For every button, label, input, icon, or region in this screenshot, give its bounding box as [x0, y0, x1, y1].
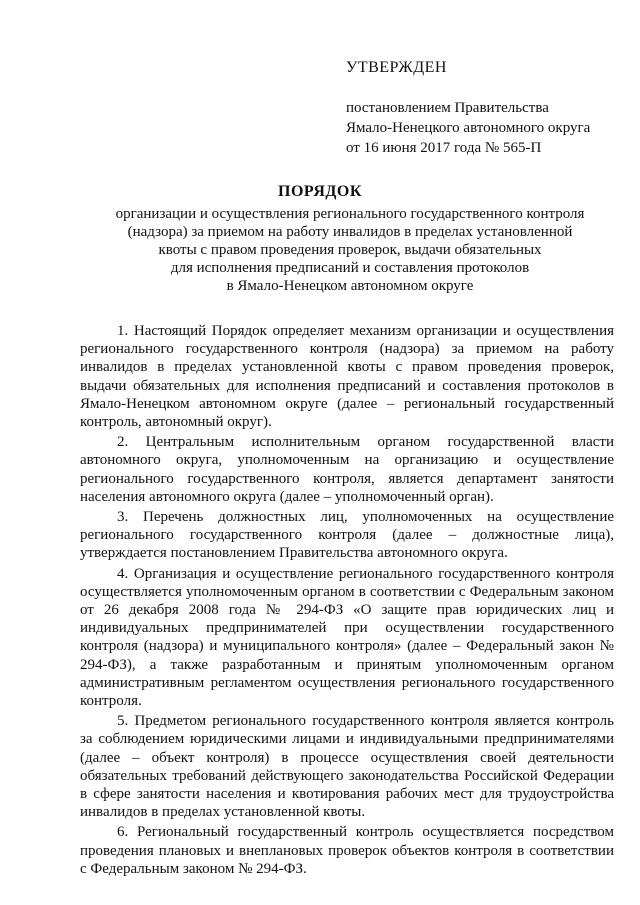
approval-block: [346, 58, 626, 158]
approval-line: постановлением Правительства: [346, 100, 549, 116]
subtitle-line: в Ямало-Ненецком автономном округе: [226, 278, 474, 294]
subtitle-line: организации и осуществления регионального государственного контроля: [115, 206, 585, 222]
subtitle-line: (надзора) за приемом на работу инвалидов в пределах установленной: [127, 224, 573, 240]
paragraph-1: 1. Настоящий Порядок определяет механизм организации и осуществления регионального государственного контроля (надзора) за приемом на работу инвалидов в пределах установленной квоты с правом проведения проверок, выдачи обязательных для исполнения предписаний и составления протоколов в Ямало-Ненецком автономном округе (далее – региональный государственный контроль, автономный округ).: [80, 323, 614, 431]
paragraph-5: 5. Предметом регионального государственного контроля является контроль за соблюдением юридическими лицами и индивидуальными предпринимателями (далее – объект контроля) в процессе осуществления своей деятельности обязательных требований действующего законодательства Российской Федерации в сфере занятости населения и квотирования рабочих мест для трудоустройства инвалидов в пределах установленной квоты.: [80, 713, 614, 821]
subtitle-line: квоты с правом проведения проверок, выдачи обязательных: [158, 242, 542, 258]
approval-line: от 16 июня 2017 года № 565-П: [346, 140, 542, 156]
paragraph-2: 2. Центральным исполнительным органом государственной власти автономного округа, уполномоченным на организацию и осуществление регионального государственного контроля, является департамент занятости населения автономного округа (далее – уполномоченный орган).: [80, 434, 614, 505]
approval-title: УТВЕРЖДЕН: [346, 59, 447, 76]
subtitle-line: для исполнения предписаний и составления протоколов: [170, 260, 530, 276]
paragraph-4: 4. Организация и осуществление регионального государственного контроля осуществляется уполномоченным органом в соответствии с Федеральным законом от 26 декабря 2008 года № 294-ФЗ «О защите прав юридических лиц и индивидуальных предпринимателей при осуществлении государственного контроля (надзора) и муниципального контроля» (далее – Федеральный закон № 294-ФЗ), а также разработанным и принятым уполномоченным органом административным регламентом осуществления регионального государственного контроля.: [80, 565, 614, 710]
paragraph-6: 6. Региональный государственный контроль осуществляется посредством проведения плановых и внеплановых проверок объектов контроля в соответствии с Федеральным законом № 294-ФЗ.: [80, 824, 614, 877]
document-body: [80, 322, 614, 880]
paragraph-3: 3. Перечень должностных лиц, уполномоченных на осуществление регионального государственного контроля (далее – должностные лица), утверждается постановлением Правительства автономного округа.: [80, 509, 614, 562]
document-subtitle: [80, 205, 620, 295]
approval-line: Ямало-Ненецкого автономного округа: [346, 120, 591, 136]
document-title: ПОРЯДОК: [278, 183, 362, 200]
